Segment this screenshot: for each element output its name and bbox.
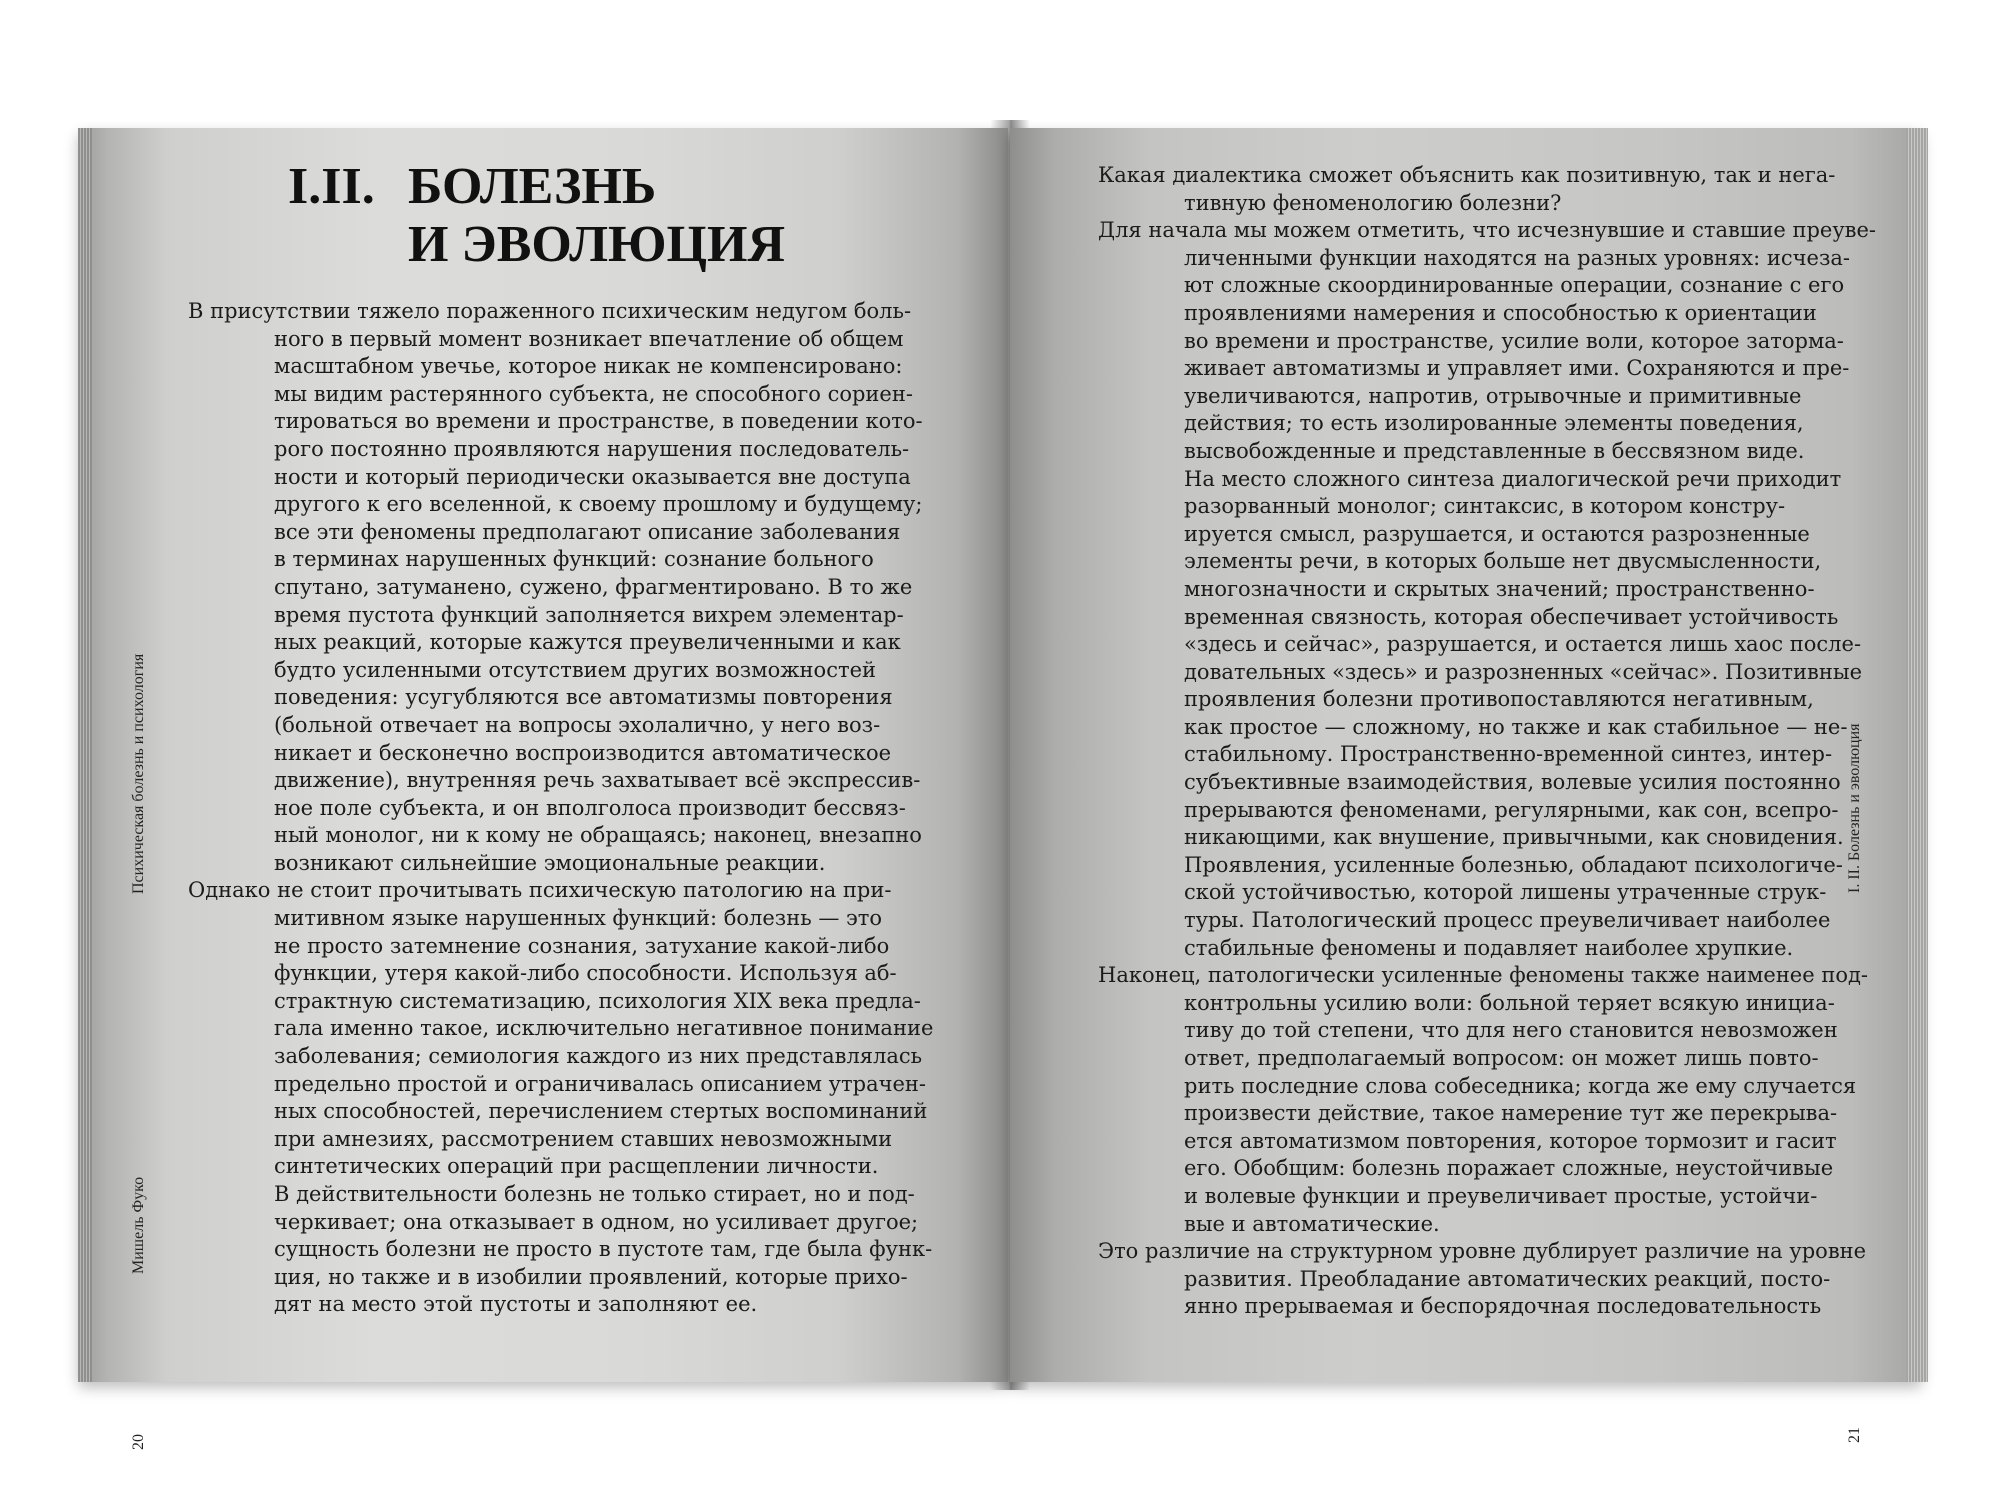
text-line: заболевания; семиология каждого из них представлялась bbox=[274, 1044, 923, 1069]
text-line: «здесь и сейчас», разрушается, и остается лишь хаос после- bbox=[1184, 632, 1862, 657]
text-line: На место сложного синтеза диалогической речи приходит bbox=[1184, 466, 1842, 491]
text-line: развития. Преобладание автоматических реакций, посто- bbox=[1184, 1266, 1831, 1291]
text-line: прерываются феноменами, регулярными, как сон, всепро- bbox=[1184, 797, 1839, 822]
text-line: контрольны усилию воли: больной теряет всякую инициа- bbox=[1184, 990, 1835, 1015]
right-body-text bbox=[1098, 162, 1876, 1321]
text-line: стабильные феномены и подавляет наиболее хрупкие. bbox=[1184, 935, 1794, 960]
text-line: ности и который периодически оказывается вне доступа bbox=[274, 464, 911, 489]
text-line: страктную систематизацию, психология XIX века предла- bbox=[274, 988, 921, 1013]
text-line: как простое — сложному, но также и как стабильное — не- bbox=[1184, 714, 1848, 739]
text-line: в терминах нарушенных функций: сознание больного bbox=[274, 547, 874, 572]
right-page bbox=[1010, 128, 1922, 1443]
chapter-title-line: И ЭВОЛЮЦИЯ bbox=[408, 216, 785, 273]
text-line: разорванный монолог; синтаксис, в котором констру- bbox=[1184, 494, 1786, 519]
page-edge-left bbox=[78, 128, 92, 1382]
text-line: во времени и пространстве, усилие воли, которое затормa- bbox=[1184, 328, 1844, 353]
text-line: и волевые функции и преувеличивает простые, устойчи- bbox=[1184, 1183, 1818, 1208]
text-line: другого к его вселенной, к своему прошлому и будущему; bbox=[274, 492, 923, 517]
page-number-right: 21 bbox=[1846, 1427, 1863, 1443]
text-line: действия; то есть изолированные элементы поведения, bbox=[1184, 411, 1804, 436]
text-line: тиву до той степени, что для него становится невозможен bbox=[1184, 1018, 1838, 1043]
text-line: Для начала мы можем отметить, что исчезнувшие и ставшие преуве- bbox=[1098, 218, 1877, 243]
text-line: сущность болезни не просто в пустоте там, где была функ- bbox=[274, 1237, 933, 1262]
text-line: личенными функции находятся на разных уровнях: исчеза- bbox=[1184, 245, 1851, 270]
text-line: довательных «здесь» и разрозненных «сейчас». Позитивные bbox=[1184, 659, 1862, 684]
chapter-number: I.II. bbox=[288, 158, 375, 215]
text-line: движение), внутренняя речь захватывает всё экспрессив- bbox=[274, 768, 921, 793]
text-line: живает автоматизмы и управляет ими. Сохраняются и пре- bbox=[1184, 356, 1850, 381]
text-line: туры. Патологический процесс преувеличивает наиболее bbox=[1184, 908, 1831, 933]
text-line: субъективные взаимодействия, волевые усилия постоянно bbox=[1184, 770, 1841, 795]
text-line: рого постоянно проявляются нарушения последователь- bbox=[274, 436, 910, 461]
text-line: при амнезиях, рассмотрением ставших невозможными bbox=[274, 1126, 893, 1151]
running-head-left: Психическая болезнь и психология bbox=[130, 653, 147, 894]
text-line: поведения: усугубляются все автоматизмы повторения bbox=[274, 685, 893, 710]
text-line: ответ, предполагаемый вопросом: он может лишь повто- bbox=[1184, 1046, 1819, 1070]
text-line: мы видим растерянного субъекта, не способного сориен- bbox=[274, 381, 913, 406]
text-line: ют сложные скоординированные операции, сознание с его bbox=[1184, 273, 1845, 298]
page-edge-right bbox=[1906, 128, 1928, 1382]
text-line: спутано, затуманено, сужено, фрагментировано. В то же bbox=[274, 574, 913, 599]
text-line: возникают сильнейшие эмоциональные реакции. bbox=[274, 850, 826, 875]
text-line: будто усиленными отсутствием других возможностей bbox=[274, 657, 876, 682]
text-line: произвести действие, такое намерение тут же перекрыва- bbox=[1184, 1101, 1838, 1126]
text-line: никает и бесконечно воспроизводится автоматическое bbox=[274, 740, 892, 765]
text-line: вые и автоматические. bbox=[1184, 1211, 1440, 1236]
text-line: все эти феномены предполагают описание заболевания bbox=[274, 519, 901, 544]
chapter-heading bbox=[288, 158, 785, 274]
left-body-text bbox=[188, 298, 933, 1319]
text-line: масштабном увечье, которое никак не компенсировано: bbox=[274, 354, 903, 379]
text-line: многозначности и скрытых значений; пространственно- bbox=[1184, 576, 1815, 601]
text-line: его. Обобщим: болезнь поражает сложные, неустойчивые bbox=[1184, 1156, 1834, 1181]
text-line: гала именно такое, исключительно негативное понимание bbox=[274, 1016, 934, 1041]
text-line: митивном языке нарушенных функций: болезнь — это bbox=[274, 906, 883, 931]
text-line: ное поле субъекта, и он вполголоса производит бессвяз- bbox=[274, 795, 906, 820]
left-page bbox=[78, 128, 1008, 1450]
text-line: ных способностей, перечислением стертых воспоминаний bbox=[274, 1099, 928, 1124]
text-line: янно прерываемая и беспорядочная последовательность bbox=[1184, 1294, 1822, 1319]
text-line: функции, утеря какой-либо способности. Используя аб- bbox=[274, 961, 897, 986]
text-line: ный монолог, ни к кому не обращаясь; наконец, внезапно bbox=[274, 823, 922, 848]
text-line: Проявления, усиленные болезнью, обладают психологиче- bbox=[1184, 852, 1843, 877]
text-line: Какая диалектика сможет объяснить как позитивную, так и нега- bbox=[1098, 163, 1836, 187]
text-line: ется автоматизмом повторения, которое тормозит и гасит bbox=[1184, 1128, 1837, 1153]
text-line: никающими, как внушение, привычными, как сновидения. bbox=[1184, 825, 1844, 850]
text-line: ской устойчивостью, которой лишены утраченные струк- bbox=[1184, 880, 1827, 905]
author-name: Мишель Фуко bbox=[130, 1176, 147, 1274]
text-line: черкивает; она отказывает в одном, но усиливает другое; bbox=[274, 1209, 919, 1234]
chapter-title-line: БОЛЕЗНЬ bbox=[408, 158, 657, 215]
text-line: проявления болезни противопоставляются негативным, bbox=[1184, 687, 1814, 712]
text-line: Это различие на структурном уровне дублирует различие на уровне bbox=[1098, 1239, 1867, 1264]
text-line: тивную феноменологию болезни? bbox=[1184, 190, 1562, 215]
text-line: не просто затемнение сознания, затухание какой-либо bbox=[274, 933, 890, 958]
text-line: синтетических операций при расщеплении личности. bbox=[274, 1154, 879, 1179]
text-line: проявлениями намерения и способностью к ориентации bbox=[1184, 300, 1817, 325]
text-line: высвобожденные и представленные в бессвязном виде. bbox=[1184, 438, 1805, 463]
text-line: предельно простой и ограничивалась описанием утрачен- bbox=[274, 1071, 927, 1096]
text-line: Однако не стоит прочитывать психическую патологию на при- bbox=[188, 878, 892, 903]
text-line: увеличиваются, напротив, отрывочные и примитивные bbox=[1184, 383, 1802, 408]
text-line: тироваться во времени и пространстве, в поведении кото- bbox=[274, 409, 923, 434]
text-line: ируется смысл, разрушается, и остаются разрозненные bbox=[1184, 521, 1810, 546]
running-head-right: I. II. Болезнь и эволюция bbox=[1846, 723, 1863, 893]
text-line: дят на место этой пустоты и заполняют ее. bbox=[274, 1292, 758, 1317]
text-line: элементы речи, в которых больше нет двусмысленности, bbox=[1184, 549, 1822, 574]
text-line: рить последние слова собеседника; когда же ему случается bbox=[1184, 1073, 1857, 1098]
chapter-title bbox=[408, 158, 785, 274]
text-line: стабильному. Пространственно-временной синтез, интер- bbox=[1184, 742, 1833, 767]
text-line: В действительности болезнь не только стирает, но и под- bbox=[274, 1182, 915, 1206]
text-line: (больной отвечает на вопросы эхолалично, у него воз- bbox=[274, 712, 881, 737]
text-line: ного в первый момент возникает впечатление об общем bbox=[274, 326, 904, 351]
text-line: В присутствии тяжело пораженного психическим недугом боль- bbox=[188, 299, 912, 323]
text-line: ных реакций, которые кажутся преувеличенными и как bbox=[274, 630, 901, 655]
text-line: ция, но также и в изобилии проявлений, которые прихо- bbox=[274, 1264, 908, 1289]
text-line: временная связность, которая обеспечивает устойчивость bbox=[1184, 604, 1839, 629]
text-line: время пустота функций заполняется вихрем элементар- bbox=[274, 602, 904, 627]
page-number-left: 20 bbox=[130, 1434, 147, 1450]
text-line: Наконец, патологически усиленные феномены также наименее под- bbox=[1098, 963, 1869, 988]
